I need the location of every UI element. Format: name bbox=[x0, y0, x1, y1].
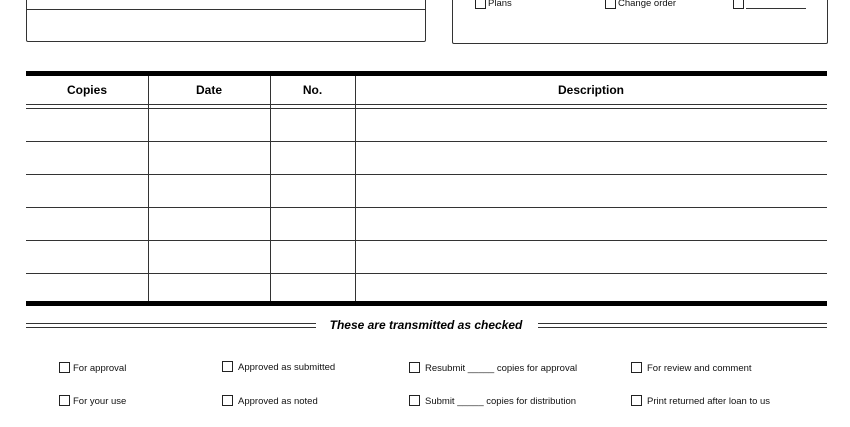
other-option-blank-line[interactable] bbox=[746, 8, 806, 9]
print-returned-checkbox[interactable] bbox=[631, 395, 642, 406]
header-rule-1 bbox=[26, 104, 827, 105]
caption-left-rule-1 bbox=[26, 323, 316, 324]
caption-left-rule-2 bbox=[26, 327, 316, 328]
table-top-rule bbox=[26, 71, 827, 76]
approved-as-submitted-label: Approved as submitted bbox=[238, 362, 336, 373]
table-row-line bbox=[26, 240, 827, 241]
submit-copies-label: Submit _____ copies for distribution bbox=[425, 396, 577, 407]
caption-right-rule-1 bbox=[538, 323, 827, 324]
other-option-checkbox[interactable] bbox=[733, 0, 744, 9]
column-divider-description bbox=[355, 76, 356, 302]
header-date: Date bbox=[195, 83, 222, 97]
approved-as-submitted-checkbox[interactable] bbox=[222, 361, 233, 372]
print-returned-label: Print returned after loan to us bbox=[647, 396, 771, 407]
column-divider-date bbox=[148, 76, 149, 302]
field-divider bbox=[27, 9, 425, 10]
for-your-use-label: For your use bbox=[73, 396, 127, 407]
caption-right-rule-2 bbox=[538, 327, 827, 328]
plans-label: Plans bbox=[488, 0, 512, 9]
for-review-checkbox[interactable] bbox=[631, 362, 642, 373]
for-your-use-checkbox[interactable] bbox=[59, 395, 70, 406]
header-copies: Copies bbox=[66, 83, 107, 97]
for-review-label: For review and comment bbox=[647, 363, 752, 374]
submit-copies-checkbox[interactable] bbox=[409, 395, 420, 406]
for-approval-checkbox[interactable] bbox=[59, 362, 70, 373]
table-row-line bbox=[26, 273, 827, 274]
header-description: Description bbox=[557, 83, 624, 97]
table-row-line bbox=[26, 141, 827, 142]
top-left-field-box[interactable] bbox=[26, 0, 426, 42]
header-no: No. bbox=[302, 83, 323, 97]
table-row-line bbox=[26, 174, 827, 175]
approved-as-noted-checkbox[interactable] bbox=[222, 395, 233, 406]
for-approval-label: For approval bbox=[73, 363, 127, 374]
table-row-line bbox=[26, 207, 827, 208]
header-rule-2 bbox=[26, 108, 827, 109]
table-bottom-rule bbox=[26, 301, 827, 306]
resubmit-copies-checkbox[interactable] bbox=[409, 362, 420, 373]
transmitted-caption: These are transmitted as checked bbox=[329, 318, 523, 332]
change-order-label: Change order bbox=[618, 0, 677, 9]
change-order-checkbox[interactable] bbox=[605, 0, 616, 9]
resubmit-copies-label: Resubmit _____ copies for approval bbox=[425, 363, 578, 374]
plans-checkbox[interactable] bbox=[475, 0, 486, 9]
column-divider-no bbox=[270, 76, 271, 302]
approved-as-noted-label: Approved as noted bbox=[238, 396, 318, 407]
